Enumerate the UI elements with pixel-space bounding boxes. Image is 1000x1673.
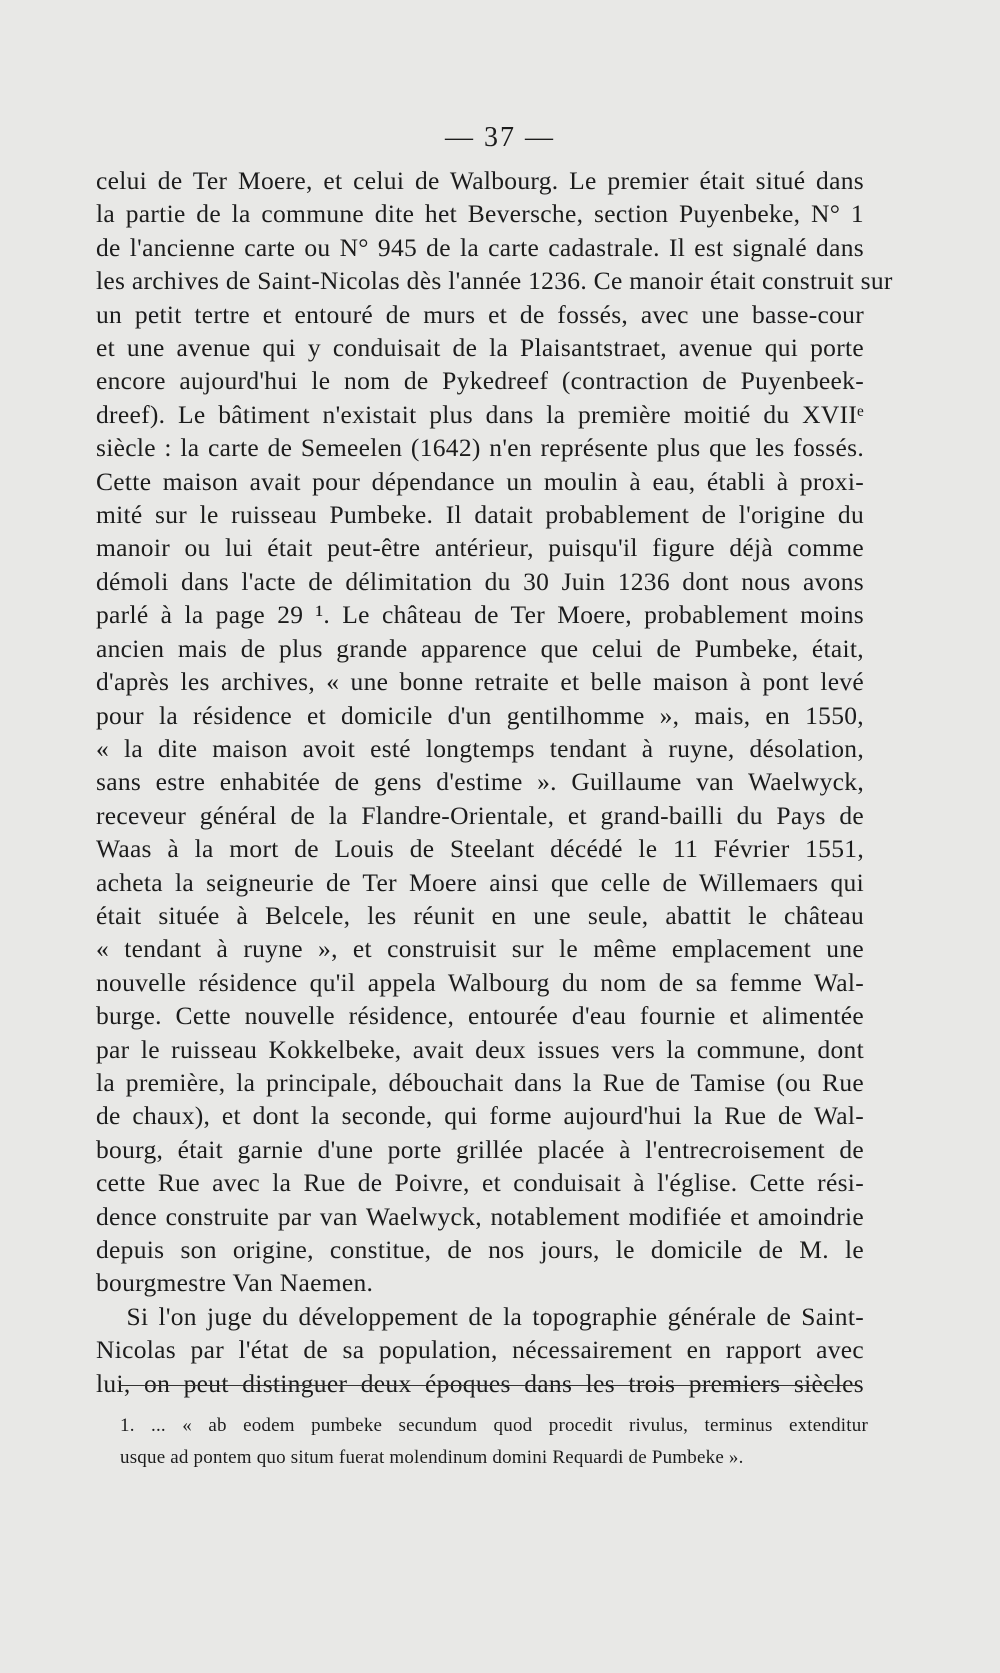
text-line: « tendant à ruyne », et construisit sur le même emplacement une: [96, 934, 864, 964]
text-line: de chaux), et dont la seconde, qui forme aujourd'hui la Rue de Wal-: [96, 1101, 864, 1131]
text-line: encore aujourd'hui le nom de Pykedreef (contraction de Puyenbeek-: [96, 366, 864, 396]
text-line: sans estre enhabitée de gens d'estime ». Guillaume van Waelwyck,: [96, 767, 864, 797]
body-text: [96, 164, 893, 1400]
text-line: ancien mais de plus grande apparence que celui de Pumbeke, était,: [96, 633, 864, 663]
text-line: depuis son origine, constitue, de nos jours, le domicile de M. le: [96, 1235, 864, 1264]
text-line: lui, on peut distinguer deux époques dans les trois premiers siècles: [96, 1368, 864, 1398]
page-number: — 37 —: [445, 122, 555, 153]
text-line: et une avenue qui y conduisait de la Plaisantstraet, avenue qui porte: [96, 333, 864, 363]
footnote-divider: [120, 1385, 860, 1386]
text-line: celui de Ter Moere, et celui de Walbourg. Le premier était situé dans: [96, 166, 864, 195]
text-line: acheta la seigneurie de Ter Moere ainsi que celle de Willemaers qui: [96, 867, 864, 897]
text-line: receveur général de la Flandre-Orientale, et grand-bailli du Pays de: [96, 800, 864, 830]
text-line: un petit tertre et entouré de murs et de fossés, avec une basse-cour: [96, 299, 864, 329]
text-line: mité sur le ruisseau Pumbeke. Il datait probablement de l'origine du: [96, 500, 864, 530]
text-line: « la dite maison avoit esté longtemps tendant à ruyne, désolation,: [96, 733, 864, 763]
text-line: bourgmestre Van Naemen.: [96, 1268, 374, 1298]
text-line: la première, la principale, débouchait dans la Rue de Tamise (ou Rue: [96, 1067, 864, 1097]
text-line: cette Rue avec la Rue de Poivre, et conduisait à l'église. Cette rési-: [96, 1168, 864, 1198]
text-line: siècle : la carte de Semeelen (1642) n'en représente plus que les fossés.: [96, 433, 864, 463]
text-line: nouvelle résidence qu'il appela Walbourg du nom de sa femme Wal-: [96, 967, 864, 997]
footnote-line: 1. ... « ab eodem pumbeke secundum quod procedit rivulus, terminus extenditur: [120, 1415, 868, 1436]
text-line: manoir ou lui était peut-être antérieur, puisqu'il figure déjà comme: [96, 533, 864, 563]
text-line: Cette maison avait pour dépendance un moulin à eau, établi à proxi-: [96, 466, 864, 496]
text-line: Si l'on juge du développement de la topographie générale de Saint-: [96, 1301, 864, 1331]
text-line: dreef). Le bâtiment n'existait plus dans la première moitié du XVIIᵉ: [96, 399, 864, 429]
text-line: burge. Cette nouvelle résidence, entourée d'eau fournie et alimentée: [96, 1001, 864, 1031]
text-line: Waas à la mort de Louis de Steelant décédé le 11 Février 1551,: [96, 834, 864, 864]
text-line: bourg, était garnie d'une porte grillée placée à l'entrecroisement de: [96, 1134, 864, 1164]
footnote: [120, 1410, 868, 1474]
text-line: démoli dans l'acte de délimitation du 30 Juin 1236 dont nous avons: [96, 566, 864, 596]
text-line: pour la résidence et domicile d'un gentilhomme », mais, en 1550,: [96, 700, 864, 730]
text-line: était située à Belcele, les réunit en une seule, abattit le château: [96, 900, 864, 930]
text-line: par le ruisseau Kokkelbeke, avait deux issues vers la commune, dont: [96, 1034, 864, 1064]
text-line: de l'ancienne carte ou N° 945 de la carte cadastrale. Il est signalé dans: [96, 232, 864, 262]
text-line: Nicolas par l'état de sa population, nécessairement en rapport avec: [96, 1335, 864, 1365]
footnote-line: usque ad pontem quo situm fuerat molendinum domini Requardi de Pumbeke ».: [120, 1447, 744, 1468]
text-line: dence construite par van Waelwyck, notablement modifiée et amoindrie: [96, 1201, 864, 1231]
text-line: d'après les archives, « une bonne retraite et belle maison à pont levé: [96, 667, 864, 697]
text-line: les archives de Saint-Nicolas dès l'année 1236. Ce manoir était construit sur: [96, 266, 893, 296]
text-line: la partie de la commune dite het Beversche, section Puyenbeke, N° 1: [96, 199, 864, 229]
text-line: parlé à la page 29 ¹. Le château de Ter Moere, probablement moins: [96, 600, 864, 630]
